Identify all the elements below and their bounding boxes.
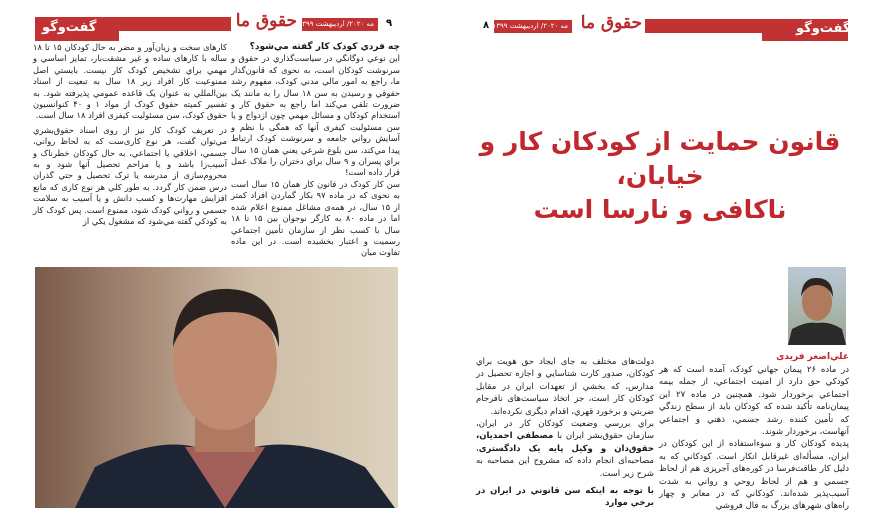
issue-date: مه ۲۰۲۰/ اردیبهشت ۱۳۹۹ xyxy=(494,20,572,33)
paragraph: پديده کودکان کار و سوءاستفاده از اين کودکان در ايران، مسأله‌ای غيرقابل انکار است. کودکاني که به دليل کار طاقت‌فرسا در کوره‌های آجرپزی هم از لحاظ جسمي و هم از لحاظ روحي و رواني به شدت آسيب‌پذير شده‌اند. کودکاني که در معابر و چهار راه‌های شهرهای بزرگ به فال فروشي xyxy=(659,439,849,512)
interviewee-name: مصطفي احمديان، حقوق‌دان و وکيل پايه يک دادگستری xyxy=(476,431,654,454)
section-label: گفت‌وگو xyxy=(796,21,851,36)
magazine-brand: حقوق ما xyxy=(580,13,642,33)
text: براي بررسي وضعيت کودکان کار در ايران، سازمان حقوق‌بشر ايران با xyxy=(476,419,654,442)
page-number: ۹ xyxy=(386,18,393,29)
question xyxy=(476,485,654,510)
interviewee-photo xyxy=(35,267,398,508)
paragraph: در ماده ۲۶ پيمان جهاني کودک، آمده است که هر کودکي حق دارد از امنيت اجتماعي، از جمله بيمه اجتماعي برخوردار شود. همچنين در ماده ۲۷ اين پيمان‌نامه تأکيد شده که کودکان بايد از سطح زندگي که تأمين کننده رشد جسمي، ذهني و اجتماعي آنهاست، برخوردار شوند. xyxy=(659,365,849,438)
title-line: قانون حمايت از کودکان کار و خيابان، xyxy=(479,127,841,190)
paragraph: سن کار کودک در قانون کار همان ۱۵ سال است به نحوی که در ماده ۹۷ بکار گماردن افراد کمتر از ۱۵ سال، در همه‌ی مشاغل ممنوع اعلام شده اما در ماده ۸۰ به کارگر نوجوان بين ۱۵ تا ۱۸ سال با کسب نظر از سازمان تأمين اجتماعي رسميت و اعتبار بخشيده است. در اين ماده تفاوت ميان xyxy=(231,178,401,258)
right-page-column-right xyxy=(659,351,849,513)
left-page-column-left xyxy=(33,42,227,228)
paragraph: کارهای سخت و زيان‌آور و مضر به حال کودکان ۱۵ تا ۱۸ ساله با کارهای ساده و غير مشقت‌بار، تمايز اساسي و مهمي براي تشخيص کودک کار نيست. بايستي اصل ممنوعيت کار افراد زير ۱۸ سال به تبعيت از اسناد بين‌المللي به عنوان يک قاعده عمومي پذيرفته شود. به تفسير کميته حقوق کودک از مواد ۱ و ۴۰ کنوانسيون حقوق کودک، سن مسئوليت کيفری افراد ۱۸ سال است. xyxy=(33,42,227,121)
paragraph: دولت‌های مختلف به جای ايجاد حق هويت براي کودکان، صدور کارت شناسايي و اجازه تحصيل در مدارس، که بخشي از تعهدات ايران در مقابل کودکان کار است، جز اتخاذ سياست‌های نافرجام ضربتي و برخورد قهري، اقدام ديگری نکرده‌اند. xyxy=(476,357,654,417)
left-page-column-right xyxy=(231,42,400,259)
author-name: علي‌اصغر فريدی xyxy=(776,352,849,362)
page-number: ۸ xyxy=(483,20,490,31)
paragraph xyxy=(476,418,654,480)
right-page-column-left xyxy=(476,356,654,510)
section-label: گفت‌وگو xyxy=(42,20,97,35)
paragraph: اين نوعي دوگانگي در سياست‌گذاري در حقوق و سرنوشت کودکان است، به نحوی که قانون‌گذار ما، راجع به امور مالي مدني کودک، مفهوم رشد حقوقي و رسيدن به سن ۱۸ سال را به مانند يک ضرورت تلقي مي‌کند اما راجع به حقوق کار و استخدام کودکان و مسائل مهمي چون ازدواج و يا سن مسئوليت کيفری آنها که همگی با نظم و آسايش رواني جامعه و سرنوشت کودک ارتباط پيدا مي‌کند، سن بلوغ شرعي يعني همان ۱۵ سال براي پسران و ۹ سال براي دختران را ملاک عمل قرار داده است! xyxy=(231,53,400,178)
author-photo xyxy=(788,267,846,345)
title-line: ناکافی و نارسا است xyxy=(533,195,787,224)
magazine-brand: حقوق ما xyxy=(235,11,297,31)
text: ، مصاحبه‌ای انجام داده که مشروح اين مصاحبه به شرح زير است. xyxy=(476,443,654,479)
question-heading: چه فردي کودک کار گفته مي‌شود؟ xyxy=(249,42,400,52)
question-text: با توجه به اينکه سن قانوني در ايران در برخي موارد xyxy=(476,486,654,509)
article-title xyxy=(470,125,850,227)
paragraph: در تعريف کودک کار نيز از روی اسناد حقوق‌بشري مي‌توان گفت، هر نوع کاری‌ست که به لحاظ رواني، جسمي، اخلاقي يا اجتماعي، به حال کودکان خطرناک و آسيب‌زا باشد و يا مزاحم تحصيل آنها شود و به محروم‌سازی از مدرسه يا ترک تحصيل و حتي گذران درس ضمن کار گردد. به طور کلي هر نوع کاری که مانع افزايش مهارت‌ها و کسب دانش و يا آسيب به سلامت جسمي و رواني کودک شود، ممنوع است. پس کودک کار به کودکي گفته مي‌شود که مشغول يکي از xyxy=(33,124,227,227)
issue-date: مه ۲۰۲۰/ اردیبهشت ۱۳۹۹ xyxy=(302,18,378,31)
